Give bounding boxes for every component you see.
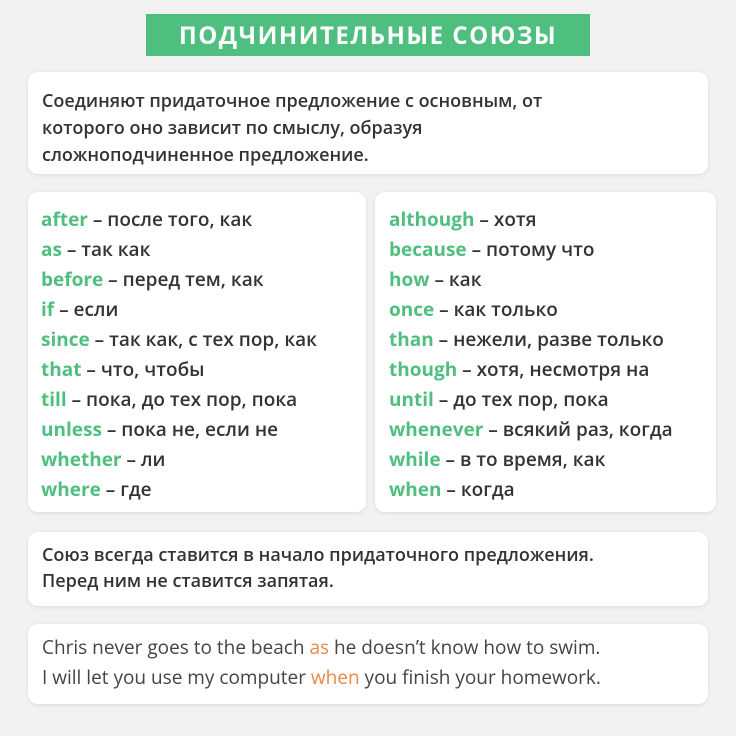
- conjunction-meaning: – ли: [121, 446, 166, 472]
- conjunction-word: than: [389, 326, 434, 352]
- conjunctions-list-right: [375, 192, 716, 512]
- conjunction-meaning: – когда: [441, 476, 515, 502]
- example-conjunction: when: [310, 664, 360, 690]
- conjunction-word: till: [41, 386, 67, 412]
- conjunction-row: [41, 444, 366, 474]
- conjunction-meaning: – как: [429, 266, 482, 292]
- conjunction-row: [41, 324, 366, 354]
- conjunction-meaning: – так как, с тех пор, как: [89, 326, 317, 352]
- conjunction-row: [389, 234, 716, 264]
- conjunctions-list-left: [28, 192, 366, 512]
- conjunction-word: when: [389, 476, 442, 502]
- conjunction-word: if: [41, 296, 55, 322]
- conjunction-meaning: – хотя, несмотря на: [457, 356, 650, 382]
- conjunction-row: [389, 354, 716, 384]
- conjunction-row: [41, 264, 366, 294]
- definition-line: Соединяют придаточное предложение с основным, от: [42, 89, 543, 113]
- conjunction-row: [389, 324, 716, 354]
- conjunction-meaning: – после того, как: [87, 206, 253, 232]
- conjunction-word: once: [389, 296, 435, 322]
- conjunction-meaning: – пока не, если не: [101, 416, 279, 442]
- conjunction-row: [41, 474, 366, 504]
- conjunction-meaning: – нежели, разве только: [433, 326, 664, 352]
- conjunction-word: since: [41, 326, 90, 352]
- example-sentence: [42, 632, 694, 662]
- conjunction-meaning: – в то время, как: [440, 446, 606, 472]
- conjunction-word: that: [41, 356, 82, 382]
- conjunction-word: unless: [41, 416, 102, 442]
- rule-line: Союз всегда ставится в начало придаточного предложения.: [42, 543, 594, 567]
- conjunction-row: [41, 354, 366, 384]
- conjunction-row: [41, 294, 366, 324]
- conjunction-meaning: – всякий раз, когда: [483, 416, 673, 442]
- conjunction-word: though: [389, 356, 458, 382]
- conjunction-meaning: – пока, до тех пор, пока: [66, 386, 298, 412]
- conjunction-word: whenever: [389, 416, 484, 442]
- conjunction-row: [389, 294, 716, 324]
- conjunction-row: [41, 234, 366, 264]
- conjunction-meaning: – так как: [61, 236, 151, 262]
- page-title: ПОДЧИНИТЕЛЬНЫЕ СОЮЗЫ: [146, 14, 590, 56]
- conjunction-word: before: [41, 266, 104, 292]
- conjunction-row: [389, 414, 716, 444]
- conjunction-word: as: [41, 236, 62, 262]
- conjunction-word: because: [389, 236, 467, 262]
- example-conjunction: as: [309, 634, 330, 660]
- examples-card: [28, 624, 708, 704]
- conjunction-meaning: – перед тем, как: [103, 266, 264, 292]
- conjunction-row: [389, 384, 716, 414]
- conjunction-row: [41, 384, 366, 414]
- definition-line: которого оно зависит по смыслу, образуя: [42, 116, 423, 140]
- conjunction-word: until: [389, 386, 434, 412]
- conjunction-row: [389, 474, 716, 504]
- example-text: you finish your homework.: [359, 664, 601, 690]
- conjunction-word: after: [41, 206, 88, 232]
- conjunction-word: although: [389, 206, 475, 232]
- conjunction-meaning: – потому что: [466, 236, 595, 262]
- example-text: he doesn’t know how to swim.: [329, 634, 601, 660]
- conjunction-meaning: – хотя: [474, 206, 537, 232]
- conjunction-row: [389, 204, 716, 234]
- rule-line: Перед ним не ставится запятая.: [42, 569, 334, 593]
- conjunction-row: [41, 204, 366, 234]
- conjunction-word: while: [389, 446, 441, 472]
- conjunction-meaning: – до тех пор, пока: [433, 386, 609, 412]
- conjunction-row: [41, 414, 366, 444]
- conjunction-word: where: [41, 476, 101, 502]
- conjunction-meaning: – что, чтобы: [81, 356, 205, 382]
- conjunction-row: [389, 444, 716, 474]
- conjunction-meaning: – где: [100, 476, 152, 502]
- conjunction-meaning: – если: [54, 296, 119, 322]
- conjunction-meaning: – как только: [434, 296, 558, 322]
- conjunction-row: [389, 264, 716, 294]
- example-text: I will let you use my computer: [42, 664, 311, 690]
- rule-note-card: [28, 532, 708, 606]
- example-sentence: [42, 662, 694, 692]
- definition-line: сложноподчиненное предложение.: [42, 143, 369, 167]
- conjunction-word: how: [389, 266, 430, 292]
- definition-card: [28, 72, 708, 174]
- conjunction-word: whether: [41, 446, 122, 472]
- example-text: Chris never goes to the beach: [42, 634, 310, 660]
